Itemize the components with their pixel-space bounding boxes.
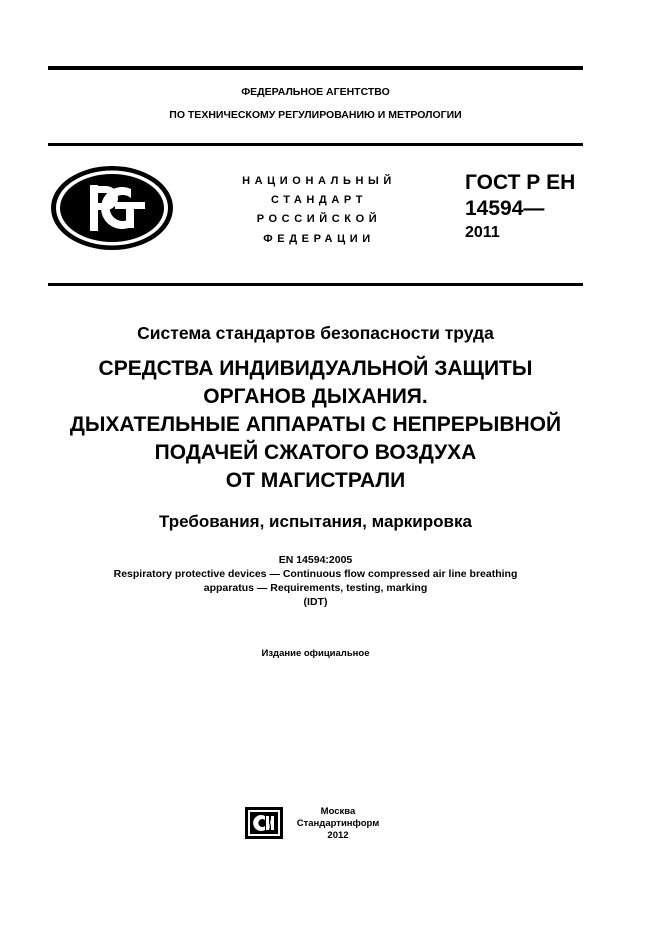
national-standard-line-1: НАЦИОНАЛЬНЫЙ: [242, 175, 396, 187]
main-title-line-2: ОРГАНОВ ДЫХАНИЯ.: [203, 385, 428, 408]
system-title: Система стандартов безопасности труда: [137, 323, 494, 343]
main-title-line-1: СРЕДСТВА ИНДИВИДУАЛЬНОЙ ЗАЩИТЫ: [98, 357, 533, 380]
en-title-line-1: Respiratory protective devices — Continuous flow compressed air line breathing: [113, 568, 518, 580]
en-reference-block: [30, 553, 601, 609]
gost-designation-number: 14594—: [465, 197, 545, 220]
bottom-rule: [48, 283, 583, 286]
publisher-year: 2012: [327, 830, 349, 841]
main-title-line-3: ДЫХАТЕЛЬНЫЕ АППАРАТЫ С НЕПРЕРЫВНОЙ: [69, 413, 562, 436]
idt-mark: (IDT): [303, 596, 328, 608]
gost-designation-year: 2011: [465, 224, 500, 241]
publisher-name: Стандартинформ: [296, 818, 380, 829]
national-standard-line-2: СТАНДАРТ: [270, 194, 368, 206]
publisher-info: [293, 806, 383, 842]
top-rule: [48, 66, 583, 70]
edition-note: Издание официальное: [261, 648, 370, 659]
national-standard-line-3: РОССИЙСКОЙ: [256, 213, 382, 225]
gost-designation-prefix: ГОСТ Р ЕН: [465, 171, 576, 194]
main-title-line-4: ПОДАЧЕЙ СЖАТОГО ВОЗДУХА: [154, 441, 477, 464]
national-standard-line-4: ФЕДЕРАЦИИ: [263, 233, 375, 245]
main-title: [30, 355, 601, 495]
agency-line-1: ФЕДЕРАЛЬНОЕ АГЕНТСТВО: [241, 86, 390, 98]
agency-line-2: ПО ТЕХНИЧЕСКОМУ РЕГУЛИРОВАНИЮ И МЕТРОЛОГИИ: [169, 109, 462, 121]
middle-rule: [48, 143, 583, 146]
en-reference: EN 14594:2005: [278, 554, 353, 566]
subtitle: Требования, испытания, маркировка: [159, 512, 472, 531]
rst-logo-icon: [49, 164, 175, 252]
publisher-city: Москва: [320, 806, 356, 817]
main-title-line-5: ОТ МАГИСТРАЛИ: [225, 469, 406, 492]
en-title-line-2: apparatus — Requirements, testing, marking: [203, 582, 428, 594]
standartinform-logo-icon: [245, 807, 283, 839]
